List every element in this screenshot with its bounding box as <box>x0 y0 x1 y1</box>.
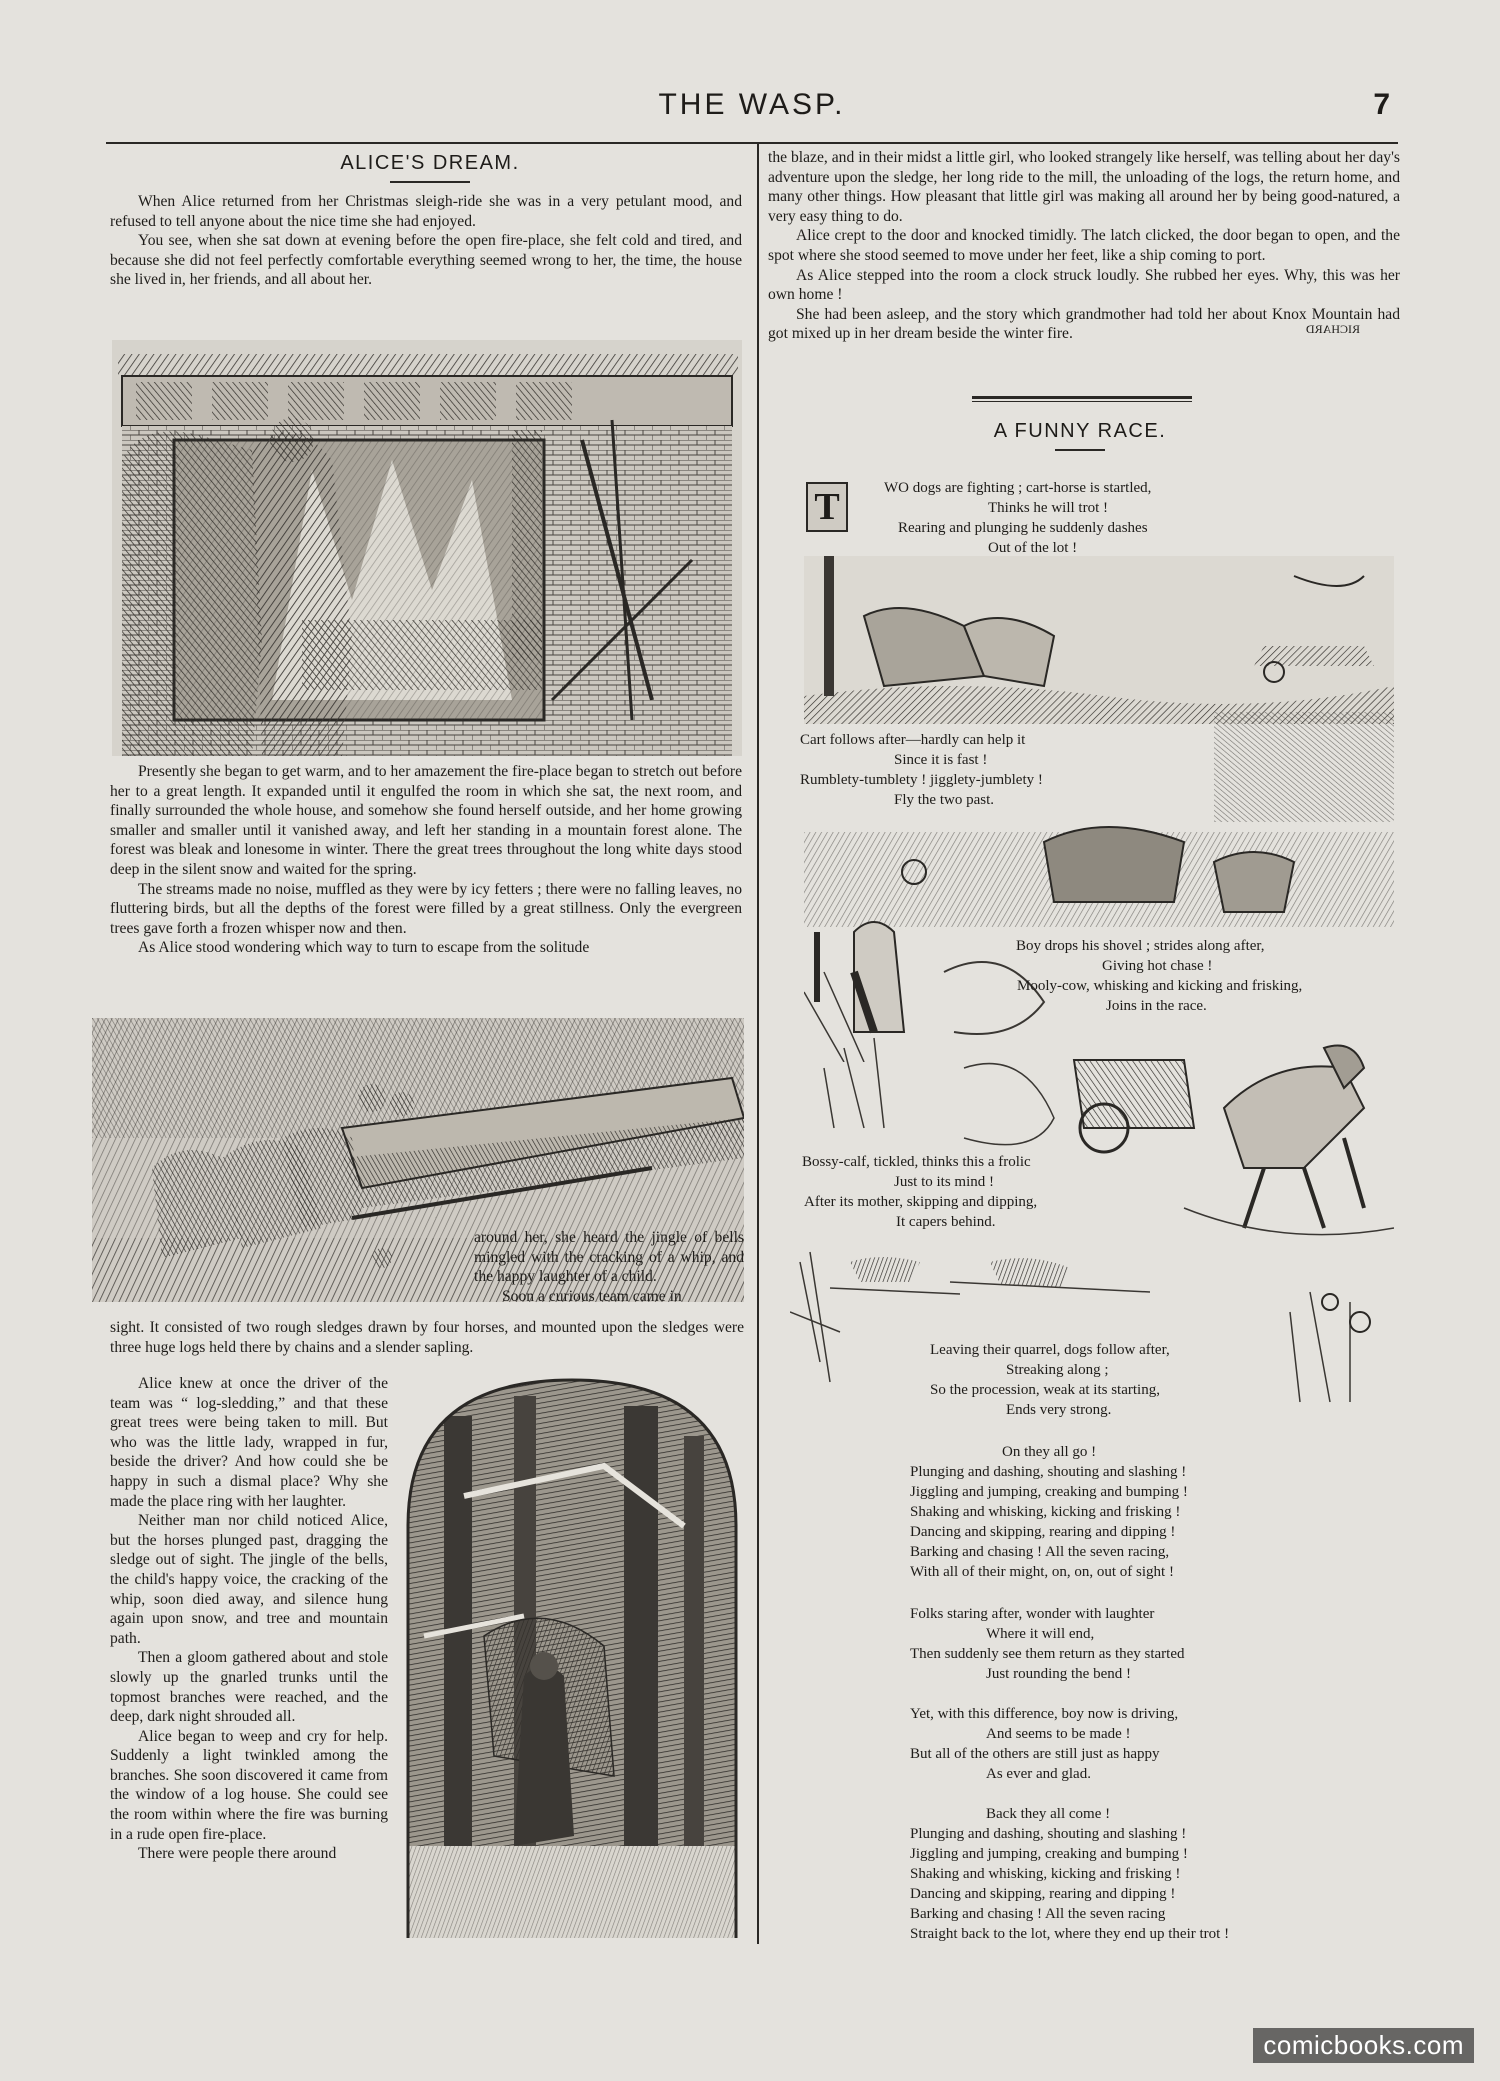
poem-line: Shaking and whisking, kicking and frisking ! <box>910 1866 1181 1882</box>
poem-line: On they all go ! <box>1002 1444 1097 1460</box>
poem-line: Since it is fast ! <box>894 752 988 768</box>
poem-line: As ever and glad. <box>986 1766 1091 1782</box>
paragraph: When Alice returned from her Christmas sleigh-ride she was in a very petulant mood, and refused to tell anyone about the nice time she had enjoyed. <box>110 193 742 230</box>
alices-dream-sledge-sight <box>110 1318 744 1357</box>
poem-line: Mooly-cow, whisking and kicking and frisking, <box>1017 978 1303 994</box>
poem-line: Just rounding the bend ! <box>986 1666 1131 1682</box>
paragraph: Soon a curious team came in <box>502 1287 682 1305</box>
poem-stanza-5 <box>930 1340 1170 1420</box>
poem-line: Then suddenly see them return as they started <box>910 1646 1185 1662</box>
paragraph: the blaze, and in their midst a little girl, who looked strangely like herself, was telling about her day's adventure upon the sledge, her long ride to the mill, the unloading of the logs, the return home, and many other things. How pleasant that little girl was making all around her by being good-natured, a very easy thing to do. <box>768 149 1400 225</box>
paragraph: sight. It consisted of two rough sledges drawn by four horses, and mounted upon the sledges were three huge logs held there by chains and a slender sapling. <box>110 1319 744 1356</box>
poem-stanza-3 <box>1016 936 1302 1016</box>
alices-dream-beside-sledge <box>474 1228 744 1306</box>
poem-line: Where it will end, <box>986 1626 1095 1642</box>
poem-line: Ends very strong. <box>1006 1402 1112 1418</box>
poem-line: Boy drops his shovel ; strides along after, <box>1016 938 1265 954</box>
poem-line: Just to its mind ! <box>894 1174 995 1190</box>
paragraph: Neither man nor child noticed Alice, but the horses plunged past, dragging the sledge out of sight. The jingle of the bells, the child's happy voice, the cracking of the whip, soon died away, and silence hung again upon snow, and tree and mountain path. <box>110 1512 388 1647</box>
title-underline <box>390 181 470 183</box>
alices-dream-heading <box>300 152 560 183</box>
poem-line: With all of their might, on, on, out of sight ! <box>910 1564 1174 1580</box>
paragraph: There were people there around <box>138 1845 337 1863</box>
poem-line: Jiggling and jumping, creaking and bumping ! <box>910 1846 1188 1862</box>
fireplace-illustration <box>112 340 742 756</box>
poem-line: Fly the two past. <box>894 792 994 808</box>
page-header <box>106 88 1398 144</box>
poem-line: So the procession, weak at its starting, <box>930 1382 1160 1398</box>
poem-line: WO dogs are fighting ; cart-horse is startled, <box>884 480 1152 496</box>
poem-line: Leaving their quarrel, dogs follow after, <box>930 1342 1170 1358</box>
poem-line: Folks staring after, wonder with laughter <box>910 1606 1155 1622</box>
poem-line: Out of the lot ! <box>988 540 1078 556</box>
poem-line: Jiggling and jumping, creaking and bumping ! <box>910 1484 1188 1500</box>
article-title-alices-dream: ALICE'S DREAM. <box>340 152 520 174</box>
author-signature: RICHARD <box>1306 322 1361 336</box>
funny-race-heading <box>920 420 1240 451</box>
dogs-fighting-illustration <box>804 556 1394 724</box>
poem-line: Rumblety-tumblety ! jigglety-jumblety ! <box>800 772 1043 788</box>
page-number: 7 <box>1373 88 1390 121</box>
paragraph: around her, she heard the jingle of bells mingled with the cracking of a whip, and the happy laughter of a child. <box>474 1229 744 1286</box>
poem-line: Barking and chasing ! All the seven racing, <box>910 1544 1170 1560</box>
poem-line: But all of the others are still just as happy <box>910 1746 1160 1762</box>
poem-line: Dancing and skipping, rearing and dipping ! <box>910 1886 1176 1902</box>
paragraph: Alice knew at once the driver of the team was “ log-sledding,” and that these great trees were being taken to mill. But who was the little lady, wrapped in fur, beside the driver? And how could she be happy in such a dismal place? Why she made the place ring with her laughter. <box>110 1375 388 1510</box>
alices-dream-intro <box>110 192 742 290</box>
poem-line: Plunging and dashing, shouting and slashing ! <box>910 1464 1187 1480</box>
poem-line: Rearing and plunging he suddenly dashes <box>898 520 1148 536</box>
forest-girl-illustration <box>404 1376 740 1938</box>
poem-line: Cart follows after—hardly can help it <box>800 732 1026 748</box>
paragraph: Presently she began to get warm, and to her amazement the fire-place began to stretch out before her to a great length. It expanded until it engulfed the room in which she sat, the next room, and finally surrounded the whole house, and somehow she found herself outside, and her home growing smaller and smaller until it vanished away, and left her standing in a mountain forest alone. The forest was bleak and lonesome in winter. There the great trees throughout the long white days stood deep in the silent snow and waited for the spring. <box>110 763 743 878</box>
title-underline <box>1055 449 1105 451</box>
article-title-funny-race: A FUNNY RACE. <box>993 420 1167 442</box>
site-watermark: comicbooks.com <box>1253 2028 1474 2063</box>
poem-stanza-8 <box>910 1704 1178 1784</box>
poem-line: Thinks he will trot ! <box>988 500 1108 516</box>
poem-line: It capers behind. <box>896 1214 996 1230</box>
paragraph: Alice began to weep and cry for help. Suddenly a light twinkled among the branches. She soon discovered it came from the window of a log house. She could see the room within where the fire was burning in a rude open fire-place. <box>110 1727 388 1843</box>
poem-line: Giving hot chase ! <box>1102 958 1213 974</box>
poem-line: Bossy-calf, tickled, thinks this a frolic <box>802 1154 1031 1170</box>
section-divider <box>972 396 1192 399</box>
poem-line: Barking and chasing ! All the seven racing <box>910 1906 1166 1922</box>
paragraph: You see, when she sat down at evening before the open fire-place, she felt cold and tired, and because she did not feel perfectly comfortable everything seemed wrong to her, the time, the house she lived in, her friends, and all about her. <box>110 232 742 289</box>
poem-line: Back they all come ! <box>986 1806 1111 1822</box>
poem-line: Shaking and whisking, kicking and frisking ! <box>910 1504 1181 1520</box>
poem-line: After its mother, skipping and dipping, <box>804 1194 1038 1210</box>
poem-line: Yet, with this difference, boy now is driving, <box>910 1706 1179 1722</box>
paragraph: Alice crept to the door and knocked timidly. The latch clicked, the door began to open, and the spot where she stood seemed to move under her feet, like a ship coming to port. <box>768 227 1400 264</box>
alices-dream-conclusion <box>768 148 1400 344</box>
paragraph: Then a gloom gathered about and stole slowly up the gnarled trunks until the topmost branches were reached, and the deep, dark night shrouded all. <box>110 1649 388 1726</box>
column-divider <box>757 144 759 1944</box>
poem-line: And seems to be made ! <box>986 1726 1131 1742</box>
poem-line: Streaking along ; <box>1006 1362 1109 1378</box>
section-divider-thin <box>972 401 1192 402</box>
poem-line: Plunging and dashing, shouting and slashing ! <box>910 1826 1187 1842</box>
poem-stanza-6 <box>910 1442 1188 1582</box>
poem-stanza-1 <box>884 478 1151 558</box>
paragraph: As Alice stepped into the room a clock struck loudly. She rubbed her eyes. Why, this was her own home ! <box>768 266 1400 304</box>
poem-stanza-9 <box>910 1804 1229 1944</box>
drop-cap: T <box>806 482 848 532</box>
poem-stanza-4 <box>802 1152 1037 1232</box>
poem-line: Dancing and skipping, rearing and dipping ! <box>910 1524 1176 1540</box>
publication-title: THE WASP. <box>658 88 846 121</box>
poem-line: Straight back to the lot, where they end up their trot ! <box>910 1926 1230 1942</box>
alices-dream-narrow-column <box>110 1374 388 1864</box>
paragraph: She had been asleep, and the story which grandmother had told her about Knox Mountain had got mixed up in her dream beside the winter fire. <box>768 305 1400 343</box>
poem-stanza-7 <box>910 1604 1185 1684</box>
poem-line: Joins in the race. <box>1106 998 1207 1014</box>
alices-dream-middle <box>110 762 742 958</box>
paragraph: The streams made no noise, muffled as they were by icy fetters ; there were no falling leaves, no fluttering birds, but all the depths of the forest were filled by a great stillness. Only the evergreen trees gave forth a frozen whisper now and then. <box>110 880 742 937</box>
paragraph: As Alice stood wondering which way to turn to escape from the solitude <box>138 939 590 957</box>
